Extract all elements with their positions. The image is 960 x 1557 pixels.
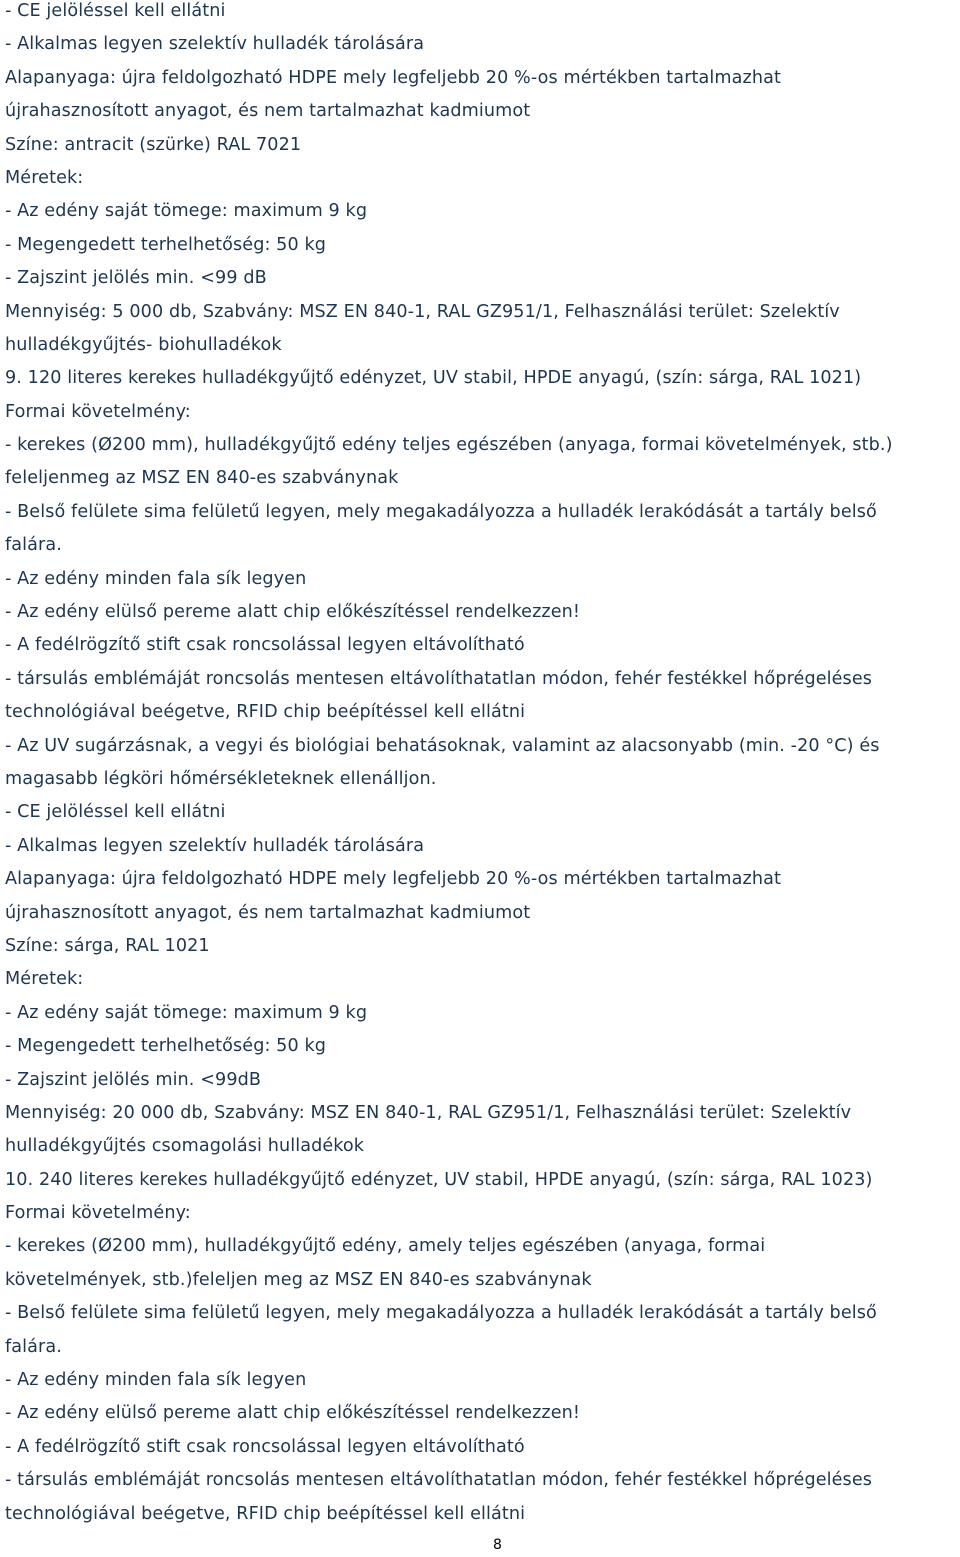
text-line: - Alkalmas legyen szelektív hulladék tárolására	[5, 835, 425, 856]
text-line: - társulás emblémáját roncsolás mentesen eltávolíthatatlan módon, fehér festékkel hőprégeléses	[5, 668, 873, 689]
text-line: Színe: antracit (szürke) RAL 7021	[5, 134, 302, 155]
text-line: - kerekes (Ø200 mm), hulladékgyűjtő edény teljes egészében (anyaga, formai követelmények, stb.)	[5, 435, 893, 456]
text-line: újrahasznosított anyagot, és nem tartalmazhat kadmiumot	[5, 902, 531, 923]
text-line: - Megengedett terhelhetőség: 50 kg	[5, 234, 327, 255]
text-line: - Az edény minden fala sík legyen	[5, 568, 307, 589]
text-line: - Az edény elülső pereme alatt chip előkészítéssel rendelkezzen!	[5, 602, 581, 623]
text-line: - CE jelöléssel kell ellátni	[5, 802, 226, 823]
text-line: Formai követelmény:	[5, 1203, 191, 1224]
text-line: követelmények, stb.)feleljen meg az MSZ EN 840-es szabványnak	[5, 1269, 592, 1290]
text-line: falára.	[5, 535, 62, 556]
text-line: - Az edény saját tömege: maximum 9 kg	[5, 1002, 368, 1023]
text-line: Mennyiség: 20 000 db, Szabvány: MSZ EN 840-1, RAL GZ951/1, Felhasználási terület: Szelektív	[5, 1102, 852, 1123]
text-line: - társulás emblémáját roncsolás mentesen eltávolíthatatlan módon, fehér festékkel hőprégeléses	[5, 1470, 873, 1491]
text-line: újrahasznosított anyagot, és nem tartalmazhat kadmiumot	[5, 101, 531, 122]
text-line: - Alkalmas legyen szelektív hulladék tárolására	[5, 34, 425, 55]
text-line: - Belső felülete sima felületű legyen, mely megakadályozza a hulladék lerakódását a tartály belső	[5, 1303, 877, 1324]
text-line: 10. 240 literes kerekes hulladékgyűjtő edényzet, UV stabil, HPDE anyagú, (szín: sárga, RAL 1023)	[5, 1169, 873, 1190]
text-line: - Az UV sugárzásnak, a vegyi és biológiai behatásoknak, valamint az alacsonyabb (min. -20 °C) és	[5, 735, 880, 756]
text-line: - A fedélrögzítő stift csak roncsolással legyen eltávolítható	[5, 635, 525, 656]
text-line: Méretek:	[5, 167, 84, 188]
text-line: feleljenmeg az MSZ EN 840-es szabványnak	[5, 468, 399, 489]
text-line: - kerekes (Ø200 mm), hulladékgyűjtő edény, amely teljes egészében (anyaga, formai	[5, 1236, 766, 1257]
text-line: hulladékgyűjtés- biohulladékok	[5, 334, 282, 355]
text-line: - A fedélrögzítő stift csak roncsolással legyen eltávolítható	[5, 1436, 525, 1457]
page-number: 8	[493, 1537, 502, 1553]
text-line: Alapanyaga: újra feldolgozható HDPE mely legfeljebb 20 %-os mértékben tartalmazhat	[5, 869, 781, 890]
text-line: Színe: sárga, RAL 1021	[5, 935, 210, 956]
text-line: - Zajszint jelölés min. <99 dB	[5, 268, 267, 289]
text-line: - Megengedett terhelhetőség: 50 kg	[5, 1036, 327, 1057]
text-line: technológiával beégetve, RFID chip beépítéssel kell ellátni	[5, 1503, 526, 1524]
text-line: magasabb légköri hőmérsékleteknek ellenálljon.	[5, 768, 437, 789]
text-line: - Zajszint jelölés min. <99dB	[5, 1069, 262, 1090]
text-line: Alapanyaga: újra feldolgozható HDPE mely legfeljebb 20 %-os mértékben tartalmazhat	[5, 67, 781, 88]
text-line: Mennyiség: 5 000 db, Szabvány: MSZ EN 840-1, RAL GZ951/1, Felhasználási terület: Szelektív	[5, 301, 840, 322]
text-line: technológiával beégetve, RFID chip beépítéssel kell ellátni	[5, 702, 526, 723]
text-line: - Az edény minden fala sík legyen	[5, 1370, 307, 1391]
text-line: - Belső felülete sima felületű legyen, mely megakadályozza a hulladék lerakódását a tartály belső	[5, 501, 877, 522]
text-line: - Az edény elülső pereme alatt chip előkészítéssel rendelkezzen!	[5, 1403, 581, 1424]
text-line: - Az edény saját tömege: maximum 9 kg	[5, 201, 368, 222]
text-line: falára.	[5, 1336, 62, 1357]
document-body	[5, 0, 957, 1531]
text-line: Méretek:	[5, 969, 84, 990]
text-line: - CE jelöléssel kell ellátni	[5, 1, 226, 21]
text-line: Formai követelmény:	[5, 401, 191, 422]
text-line: 9. 120 literes kerekes hulladékgyűjtő edényzet, UV stabil, HPDE anyagú, (szín: sárga, RAL 1021)	[5, 368, 862, 389]
text-line: hulladékgyűjtés csomagolási hulladékok	[5, 1136, 365, 1157]
